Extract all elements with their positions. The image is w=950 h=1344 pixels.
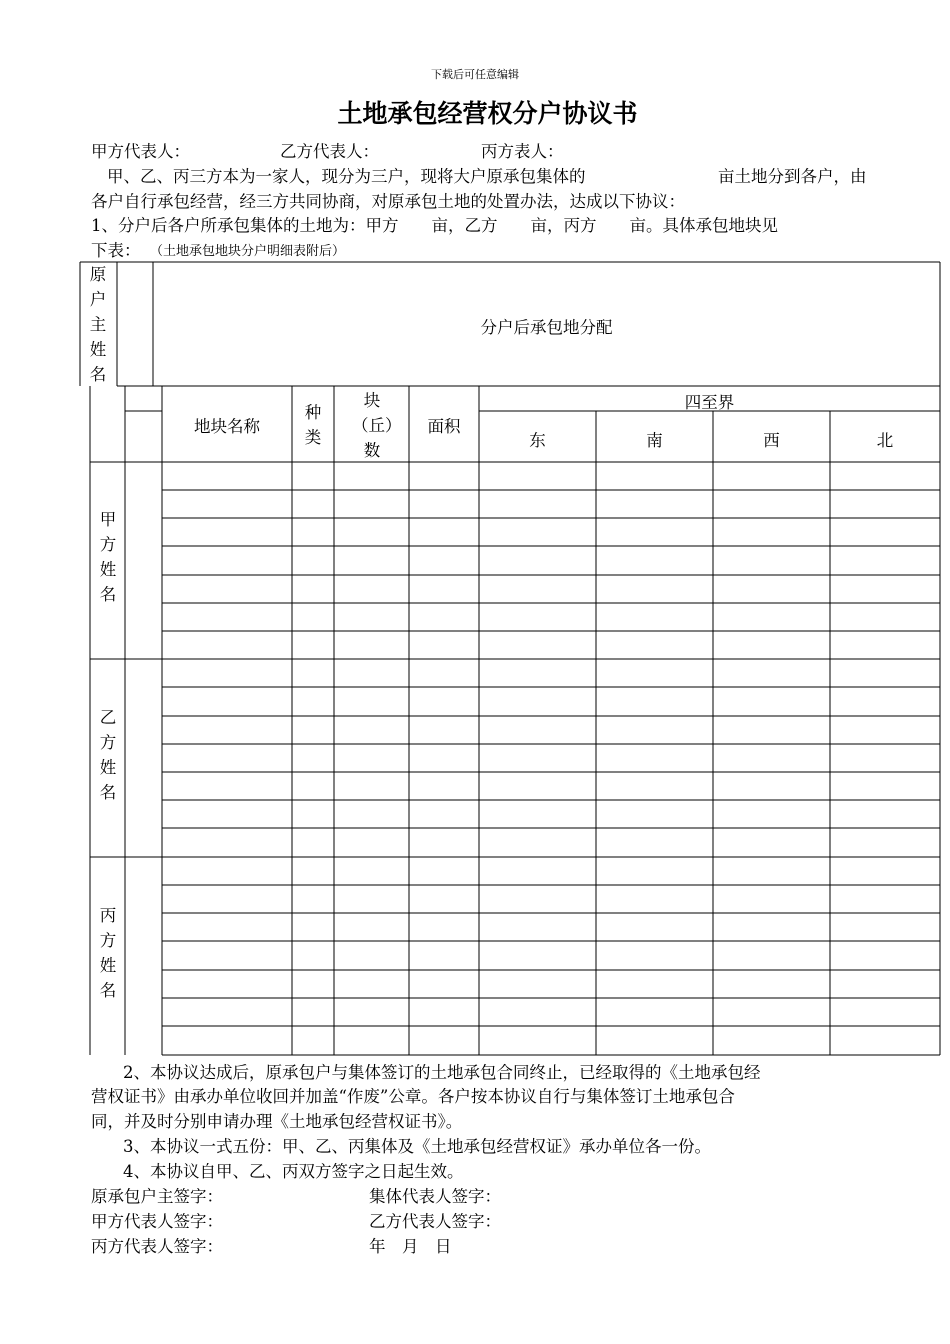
document-title: 土地承包经营权分户协议书 (337, 99, 638, 128)
intro-line1b: 亩土地分到各户，由 (718, 167, 867, 186)
rep-yi-label: 乙方代表人： (280, 142, 379, 161)
col-parcel-name: 地块名称 (194, 417, 260, 436)
col-type: 种类 (304, 403, 322, 447)
group-jia-label: 甲方姓名 (99, 510, 117, 604)
header-note: 下载后可任意编辑 (431, 68, 519, 81)
intro-line2: 各户自行承包经营，经三方共同协商，对原承包土地的处置办法，达成以下协议： (91, 192, 685, 211)
col-west: 西 (763, 431, 780, 450)
item2-line2: 营权证书》由承办单位收回并加盖“作废”公章。各户按本协议自行与集体签订土地承包合 (91, 1087, 735, 1106)
item2-line1: 2、本协议达成后，原承包户与集体签订的土地承包合同终止，已经取得的《土地承包经 (123, 1063, 761, 1082)
allocation-title: 分户后承包地分配 (480, 318, 613, 337)
item4: 4、本协议自甲、乙、丙双方签字之日起生效。 (123, 1162, 464, 1181)
intro-line1a: 甲、乙、丙三方本为一家人，现分为三户，现将大户原承包集体的 (107, 167, 586, 186)
col-bounds: 四至界 (684, 393, 735, 412)
group-yi-label: 乙方姓名 (99, 708, 117, 802)
sig-jia: 甲方代表人签字： (91, 1212, 223, 1231)
item1-line1: 1、分户后各户所承包集体的土地为：甲方 亩，乙方 亩，丙方 亩。具体承包地块见 (91, 216, 778, 235)
sig-yi: 乙方代表人签字： (369, 1212, 501, 1231)
sig-collective: 集体代表人签字： (369, 1187, 501, 1206)
sig-orig-owner: 原承包户主签字： (91, 1187, 223, 1206)
orig-owner-header: 原户主姓名 (89, 265, 107, 384)
sig-bing: 丙方代表人签字： (91, 1237, 223, 1256)
rep-bing-label: 丙方表人： (481, 142, 564, 161)
col-east: 东 (529, 431, 546, 450)
rep-jia-label: 甲方代表人： (91, 142, 190, 161)
col-area: 面积 (427, 417, 461, 436)
item1-line2a: 下表： (91, 241, 141, 260)
sig-date: 年 月 日 (369, 1237, 452, 1256)
col-south: 南 (646, 431, 663, 450)
item3: 3、本协议一式五份：甲、乙、丙集体及《土地承包经营权证》承办单位各一份。 (123, 1137, 711, 1156)
col-count: 块（丘）数 (352, 391, 402, 460)
group-bing-label: 丙方姓名 (99, 906, 117, 1000)
col-north: 北 (876, 431, 894, 450)
item1-line2b: （土地承包地块分户明细表附后） (150, 244, 346, 259)
item2-line3: 同，并及时分别申请办理《土地承包经营权证书》。 (91, 1112, 463, 1131)
